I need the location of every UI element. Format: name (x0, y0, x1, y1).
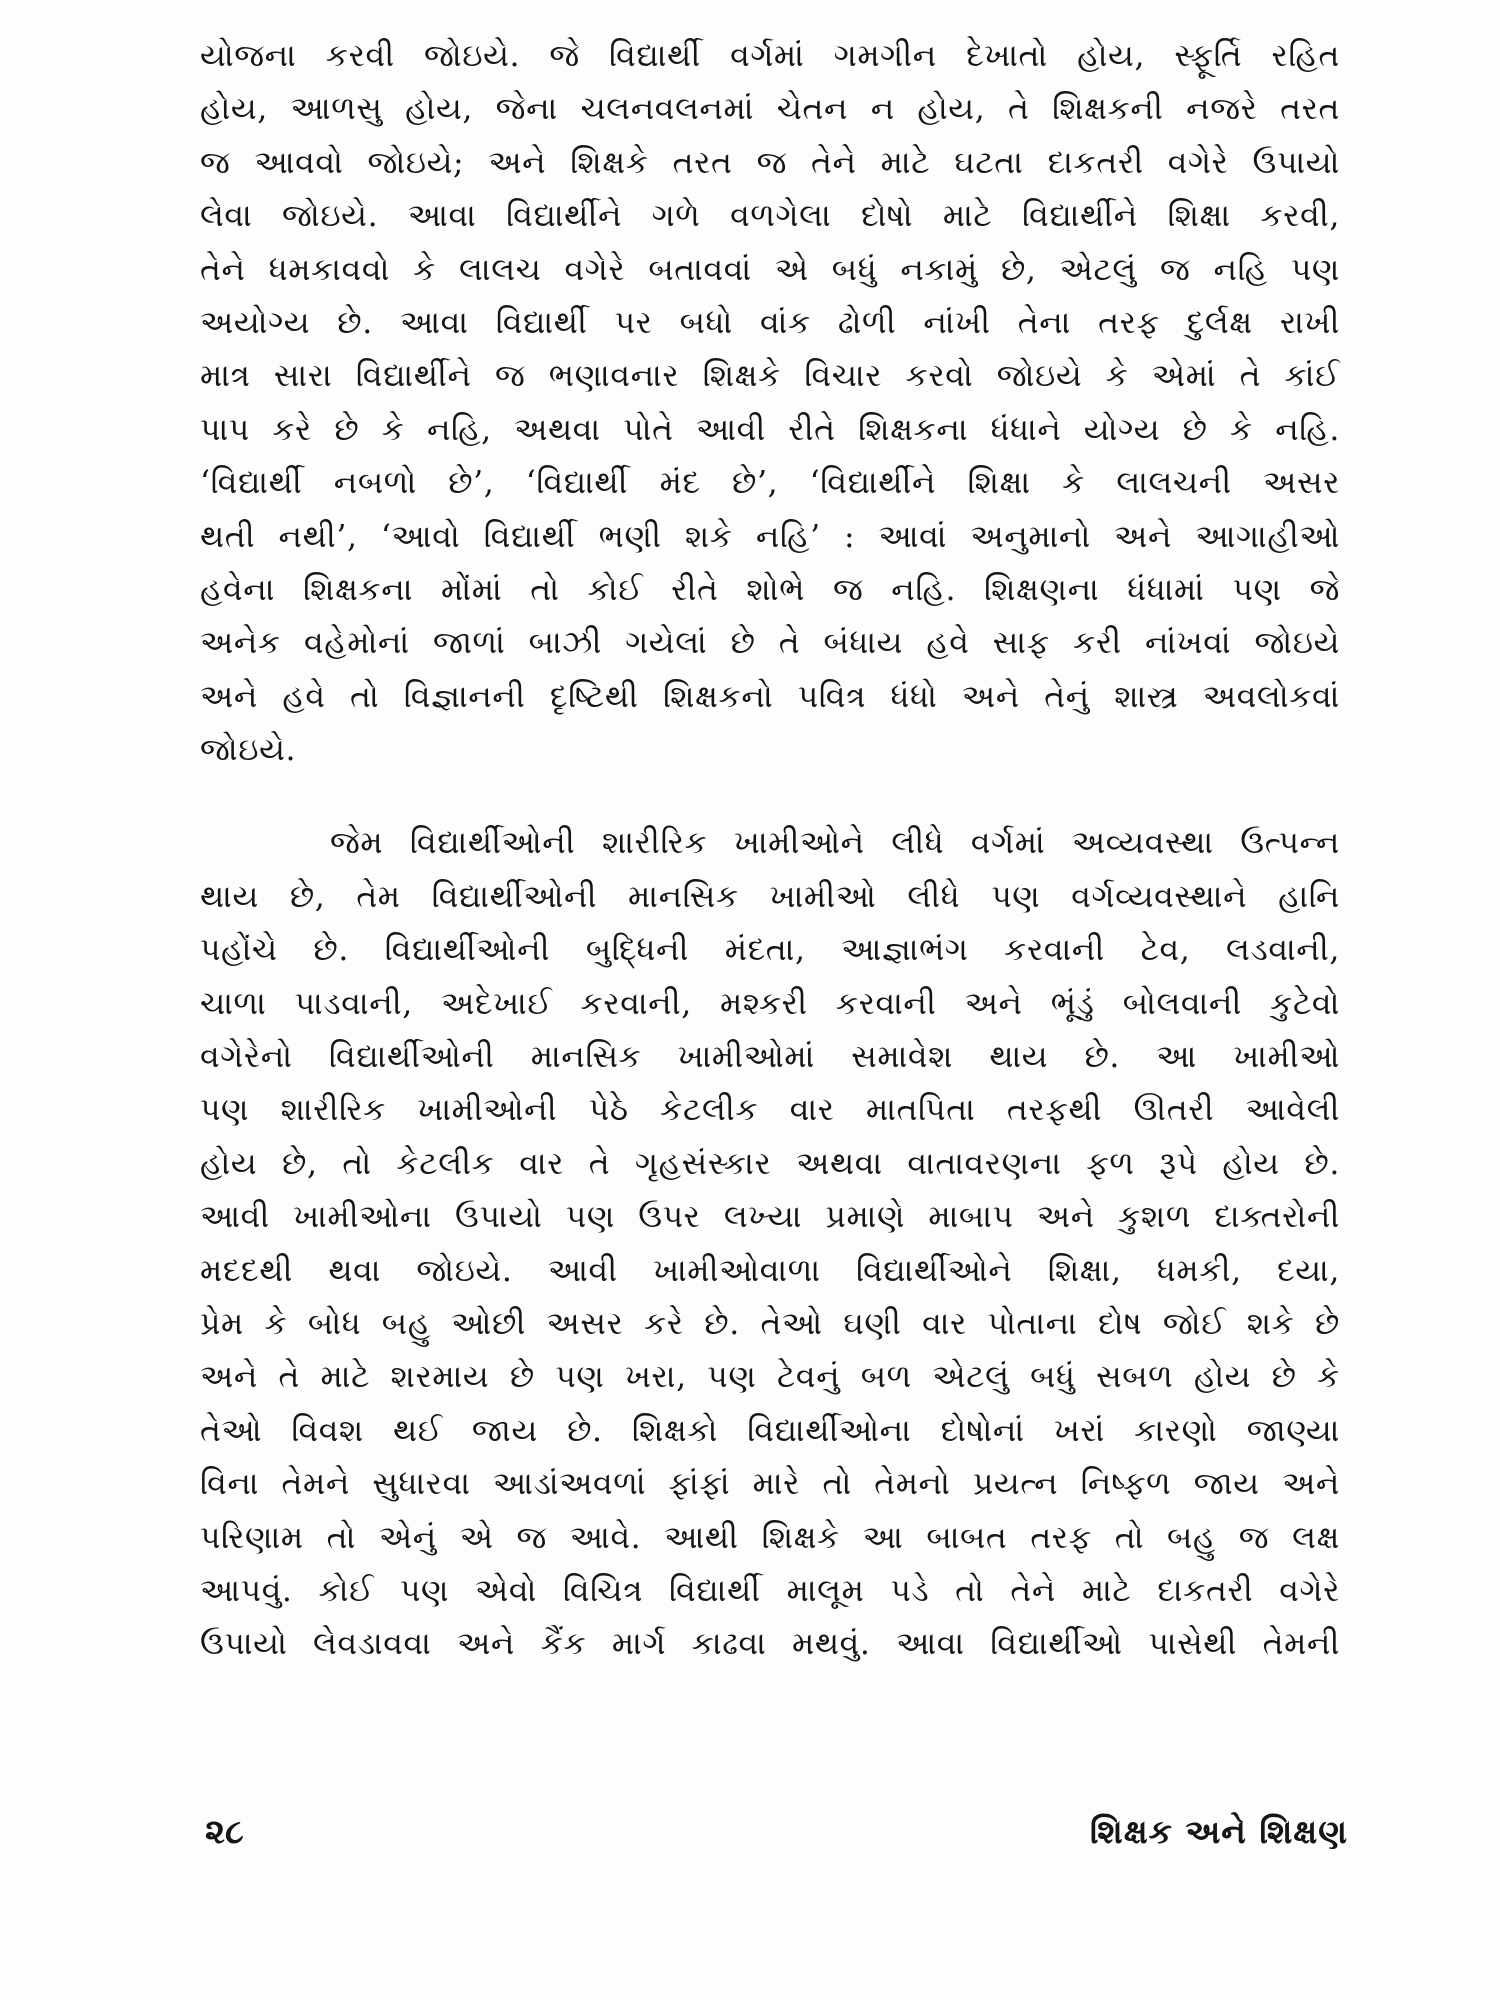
text-line: આવી ખામીઓના ઉપાયો પણ ઉપર લખ્યા પ્રમાણે માબાપ અને કુશળ દાક્તરોની (200, 1199, 1340, 1236)
text-line: યોજના કરવી જોઇયે. જે વિદ્યાર્થી વર્ગમાં ગમગીન દેખાતો હોય, સ્ફૂર્તિ રહિત (200, 38, 1340, 74)
text-line: માત્ર સારા વિદ્યાર્થીને જ ભણાવનાર શિક્ષકે વિચાર કરવો જોઇયે કે એમાં તે કાંઈ (200, 358, 1340, 395)
text-line: હવેના શિક્ષકના મોંમાં તો કોઈ રીતે શોભે જ નહિ. શિક્ષણના ધંધામાં પણ જે (200, 571, 1340, 608)
text-line: થાય છે, તેમ વિદ્યાર્થીઓની માનસિક ખામીઓ લીધે પણ વર્ગવ્યવસ્થાને હાનિ (200, 878, 1340, 915)
text-line: પ્રેમ કે બોધ બહુ ઓછી અસર કરે છે. તેઓ ઘણી વાર પોતાના દોષ જોઈ શકે છે (200, 1305, 1340, 1342)
text-line: ઉપાયો લેવડાવવા અને કૈંક માર્ગ કાઢવા મથવું. આવા વિદ્યાર્થીઓ પાસેથી તેમની (200, 1626, 1340, 1663)
text-line: ચાળા પાડવાની, અદેખાઈ કરવાની, મશ્કરી કરવાની અને ભૂંડું બોલવાની કુટેવો (200, 985, 1340, 1022)
text-line: પરિણામ તો એનું એ જ આવે. આથી શિક્ષકે આ બાબત તરફ તો બહુ જ લક્ષ (200, 1519, 1340, 1556)
paragraph (200, 817, 1340, 1671)
text-line: ‘વિદ્યાર્થી નબળો છે’, ‘વિદ્યાર્થી મંદ છે’, ‘વિદ્યાર્થીને શિક્ષા કે લાલચની અસર (200, 465, 1340, 502)
text-line: તેઓ વિવશ થઈ જાય છે. શિક્ષકો વિદ્યાર્થીઓના દોષોનાં ખરાં કારણો જાણ્યા (200, 1412, 1340, 1449)
text-line: જેમ વિદ્યાર્થીઓની શારીરિક ખામીઓને લીધે વર્ગમાં અવ્યવસ્થા ઉત્પન્ન (330, 825, 1340, 862)
text-line: જ આવવો જોઇયે; અને શિક્ષકે તરત જ તેને માટે ઘટતા દાકતરી વગેરે ઉપાયો (200, 144, 1340, 181)
text-line: અનેક વહેમોનાં જાળાં બાઝી ગયેલાં છે તે બંધાય હવે સાફ કરી નાંખવાં જોઇયે (200, 625, 1340, 662)
text-line: જોઇયે. (200, 732, 297, 769)
text-line: પણ શારીરિક ખામીઓની પેઠે કેટલીક વાર માતપિતા તરફથી ઊતરી આવેલી (200, 1092, 1340, 1129)
text-line: પાપ કરે છે કે નહિ, અથવા પોતે આવી રીતે શિક્ષકના ધંધાને યોગ્ય છે કે નહિ. (200, 411, 1340, 448)
text-line: હોય, આળસુ હોય, જેના ચલનવલનમાં ચેતન ન હોય, તે શિક્ષકની નજરે તરત (200, 91, 1340, 128)
running-footer-title: શિક્ષક અને શિક્ષણ (1089, 1812, 1348, 1851)
text-line: અયોગ્ય છે. આવા વિદ્યાર્થી પર બધો વાંક ઢોળી નાંખી તેના તરફ દુર્લક્ષ રાખી (200, 304, 1340, 341)
text-line: થતી નથી’, ‘આવો વિદ્યાર્થી ભણી શકે નહિ’ : આવાં અનુમાનો અને આગાહીઓ (200, 518, 1340, 555)
paragraph-gap (200, 777, 1340, 817)
paragraph (200, 30, 1340, 777)
page-number: ૨૮ (205, 1812, 244, 1852)
text-line: તેને ધમકાવવો કે લાલચ વગેરે બતાવવાં એ બધું નકામું છે, એટલું જ નહિ પણ (200, 251, 1340, 288)
text-line: વિના તેમને સુધારવા આડાંઅવળાં ફાંફાં મારે તો તેમનો પ્રયત્ન નિષ્ફળ જાય અને (200, 1466, 1340, 1503)
text-line: હોય છે, તો કેટલીક વાર તે ગૃહસંસ્કાર અથવા વાતાવરણના ફળ રૂપે હોય છે. (200, 1145, 1340, 1182)
text-line: અને તે માટે શરમાય છે પણ ખરા, પણ ટેવનું બળ એટલું બધું સબળ હોય છે કે (200, 1359, 1340, 1396)
text-line: વગેરેનો વિદ્યાર્થીઓની માનસિક ખામીઓમાં સમાવેશ થાય છે. આ ખામીઓ (200, 1039, 1340, 1076)
text-line: આપવું. કોઈ પણ એવો વિચિત્ર વિદ્યાર્થી માલૂમ પડે તો તેને માટે દાકતરી વગેરે (200, 1572, 1340, 1609)
text-line: અને હવે તો વિજ્ઞાનની દૃષ્ટિથી શિક્ષકનો પવિત્ર ધંધો અને તેનું શાસ્ત્ર અવલોકવાં (200, 678, 1340, 715)
text-line: લેવા જોઇયે. આવા વિદ્યાર્થીને ગળે વળગેલા દોષો માટે વિદ્યાર્થીને શિક્ષા કરવી, (200, 198, 1340, 235)
text-line: મદદથી થવા જોઇયે. આવી ખામીઓવાળા વિદ્યાર્થીઓને શિક્ષા, ધમકી, દયા, (200, 1252, 1340, 1289)
text-line: પહોંચે છે. વિદ્યાર્થીઓની બુદ્ધિની મંદતા, આજ્ઞાભંગ કરવાની ટેવ, લડવાની, (200, 932, 1340, 969)
body-text (200, 30, 1340, 1672)
